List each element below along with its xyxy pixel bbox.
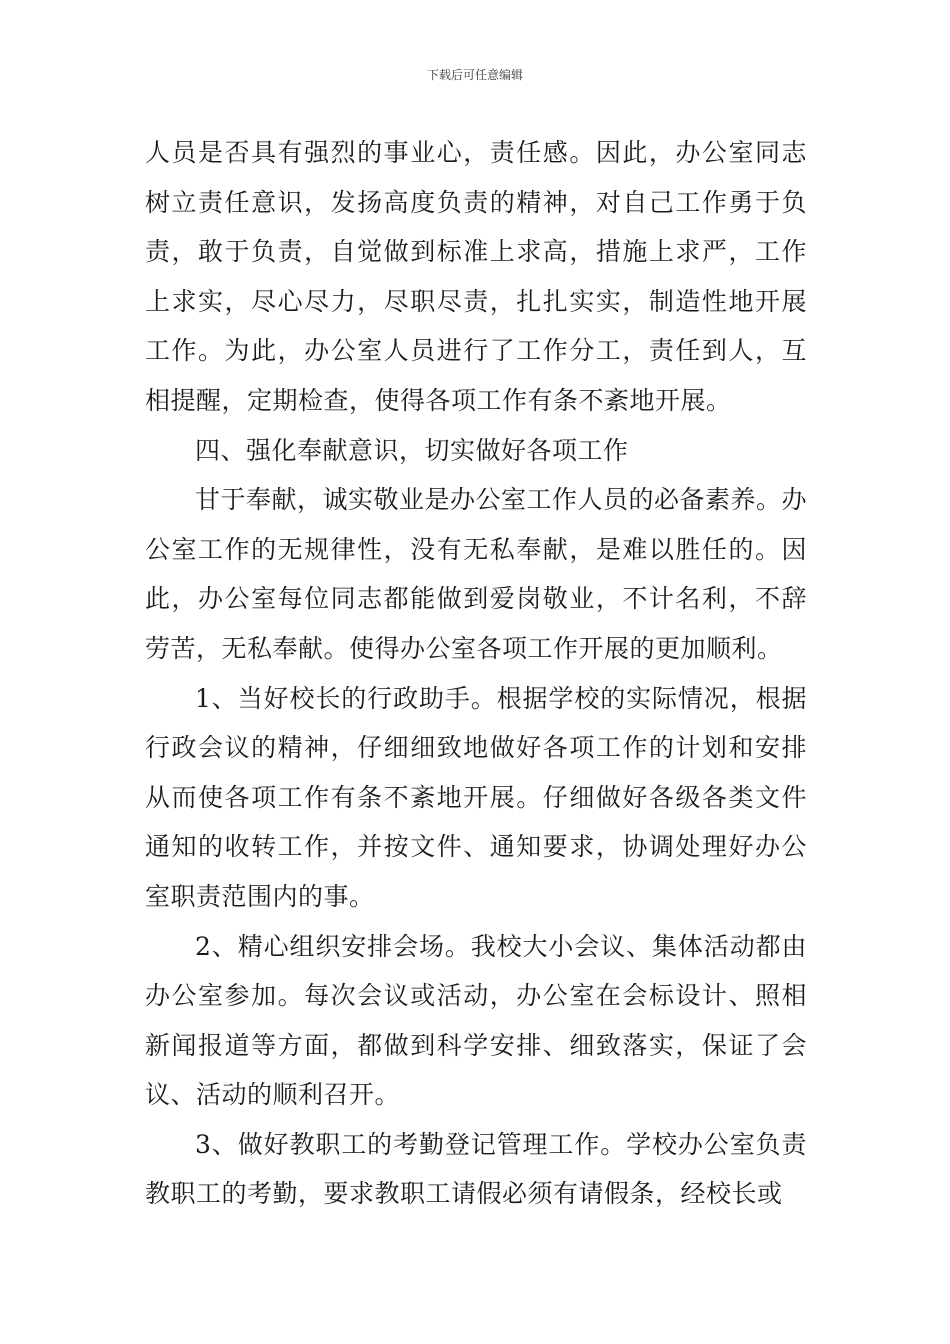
section-heading-dedication: 四、强化奉献意识，切实做好各项工作 xyxy=(195,435,629,465)
paragraph-item-1: 1、当好校长的行政助手。根据学校的实际情况，根据行政会议的精神，仔细细致地做好各项工作的计划和安排从而使各项工作有条不紊地开展。仔细做好各级各类文件通知的收转工作，并按文件、通知要求，协调处理好办公室职责范围内的事。 xyxy=(145,683,807,911)
paragraph-responsibility-continued: 人员是否具有强烈的事业心，责任感。因此，办公室同志树立责任意识，发扬高度负责的精神，对自己工作勇于负责，敢于负责，自觉做到标准上求高，措施上求严，工作上求实，尽心尽力，尽职尽责，扎扎实实，制造性地开展工作。为此，办公室人员进行了工作分工，责任到人，互相提醒，定期检查，使得各项工作有条不紊地开展。 xyxy=(145,138,807,415)
paragraph-item-2: 2、精心组织安排会场。我校大小会议、集体活动都由办公室参加。每次会议或活动，办公室在会标设计、照相新闻报道等方面，都做到科学安排、细致落实，保证了会议、活动的顺利召开。 xyxy=(145,931,807,1110)
document-body xyxy=(145,128,807,1219)
paragraph-dedication: 甘于奉献，诚实敬业是办公室工作人员的必备素养。办公室工作的无规律性，没有无私奉献，是难以胜任的。因此，办公室每位同志都能做到爱岗敬业，不计名利，不辞劳苦，无私奉献。使得办公室各项工作开展的更加顺利。 xyxy=(145,485,808,663)
paragraph-item-3: 3、做好教职工的考勤登记管理工作。学校办公室负责教职工的考勤，要求教职工请假必须有请假条，经校长或 xyxy=(145,1129,807,1209)
page-header-note: 下载后可任意编辑 xyxy=(426,68,523,82)
